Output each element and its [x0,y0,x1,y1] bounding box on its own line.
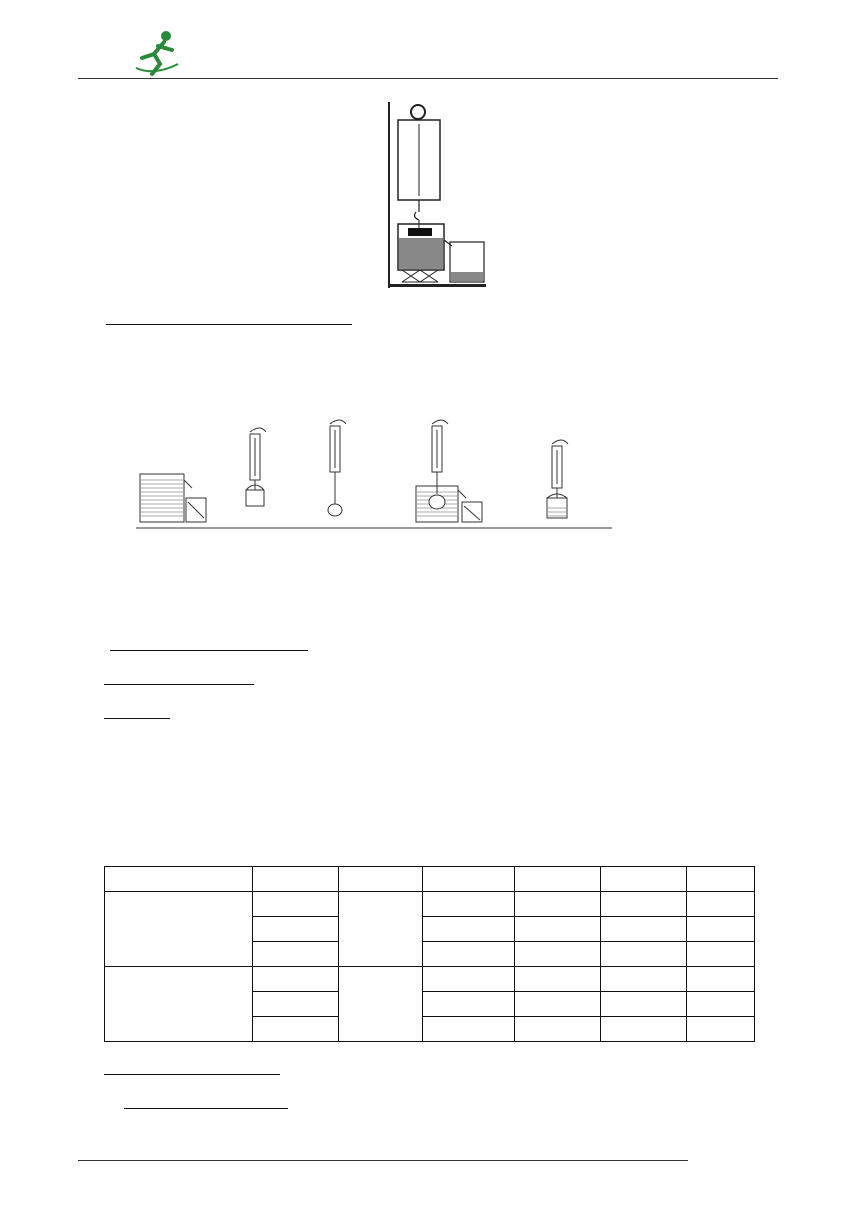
answer-cell[interactable] [687,892,755,917]
f-cell [423,942,515,967]
seq-cell [253,942,339,967]
g-cell [339,892,423,967]
f-cell [423,917,515,942]
q6-part2 [104,670,254,691]
liquid-water [105,892,253,967]
answer-cell[interactable] [687,992,755,1017]
header-divider [78,78,778,79]
liquid-alcohol [105,967,253,1042]
answer-blank[interactable] [104,704,170,719]
answer-blank[interactable] [110,636,308,651]
v-cell [601,967,687,992]
answer-blank[interactable] [104,670,254,685]
seq-cell [253,917,339,942]
f-cell [423,1017,515,1042]
header-g [339,867,423,892]
header-liquid [105,867,253,892]
header-seq [253,867,339,892]
answer-cell[interactable] [515,967,601,992]
f-cell [423,892,515,917]
v-cell [601,942,687,967]
answer-cell[interactable] [515,942,601,967]
f-cell [423,967,515,992]
answer-cell[interactable] [687,942,755,967]
answer-cell[interactable] [515,1017,601,1042]
seq-cell [253,892,339,917]
answer-blank[interactable] [124,1094,288,1109]
answer-cell[interactable] [515,992,601,1017]
header-m [687,867,755,892]
answer-cell[interactable] [687,917,755,942]
answer-blank[interactable] [106,310,352,325]
answer-cell[interactable] [687,1017,755,1042]
v-cell [601,1017,687,1042]
spring-scale-figure [380,100,490,290]
answer-blank[interactable] [104,1060,280,1075]
table-row [105,892,755,917]
q6-part1-line3 [110,636,308,657]
answer-cell[interactable] [515,917,601,942]
seq-cell [253,992,339,1017]
table-header-row [105,867,755,892]
seq-cell [253,1017,339,1042]
q5-part2 [106,310,352,331]
experiment-data-table [104,866,755,1042]
header-f-pull [423,867,515,892]
f-cell [423,992,515,1017]
q7-part1-line2 [124,1094,288,1115]
header-f-buoy [515,867,601,892]
footer-divider [78,1160,688,1161]
table-row [105,967,755,992]
v-cell [601,892,687,917]
answer-cell[interactable] [515,892,601,917]
v-cell [601,992,687,1017]
q6-part3 [104,704,170,725]
g-cell [339,967,423,1042]
seq-cell [253,967,339,992]
logo-runner-icon [74,28,244,78]
v-cell [601,917,687,942]
archimedes-experiment-figure [134,418,614,548]
header-v [601,867,687,892]
q7-part1-line1 [104,1060,280,1081]
answer-cell[interactable] [687,967,755,992]
